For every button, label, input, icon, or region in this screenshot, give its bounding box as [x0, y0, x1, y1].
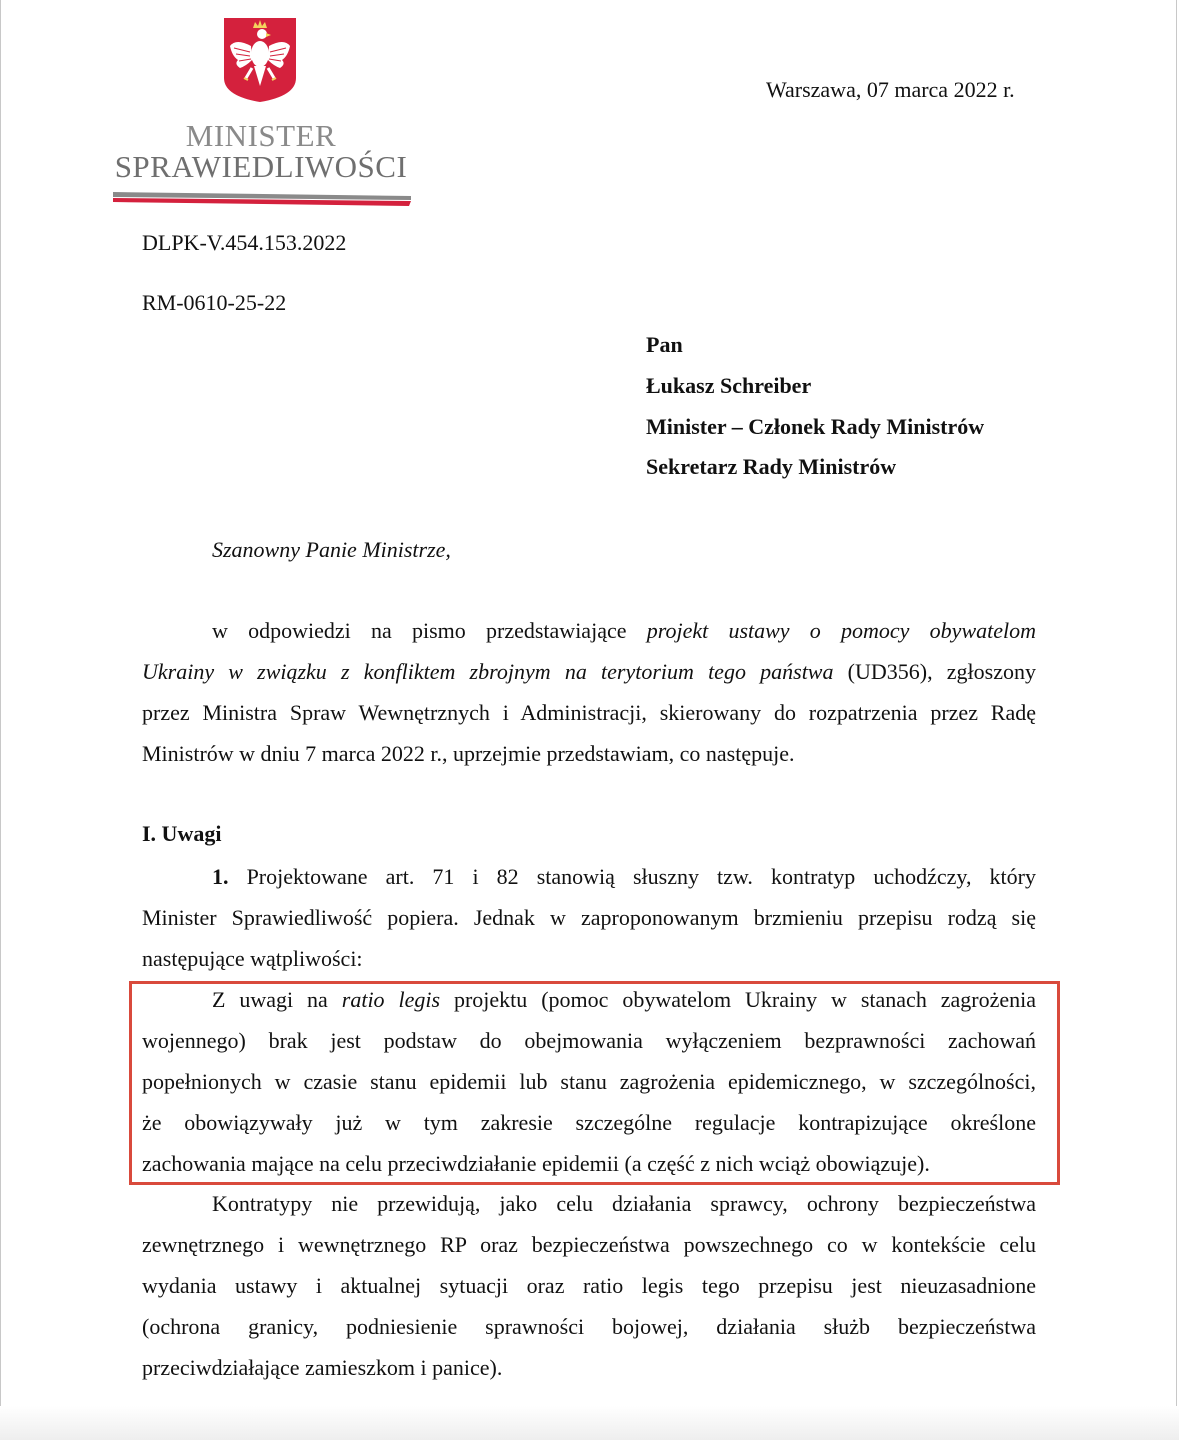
- final-line-4: (ochrona granicy, podniesienie sprawności bojowej, działania służb bezpieczeństwa: [142, 1314, 1036, 1339]
- highlighted-line-3: popełnionych w czasie stanu epidemii lub stanu zagrożenia epidemicznego, w szczególności,: [142, 1069, 1036, 1094]
- reference-number-2: RM-0610-25-22: [142, 290, 287, 315]
- intro-line-4: Ministrów w dniu 7 marca 2022 r., uprzejmie przedstawiam, co następuje.: [142, 741, 795, 766]
- logo-minister-text: MINISTER: [185, 118, 337, 153]
- highlighted-line-2: wojennego) brak jest podstaw do obejmowania wyłączeniem bezprawności zachowań: [142, 1028, 1036, 1053]
- place-date: Warszawa, 07 marca 2022 r.: [766, 77, 1015, 102]
- final-line-2: zewnętrznego i wewnętrznego RP oraz bezpieczeństwa powszechnego co w kontekście celu: [142, 1232, 1036, 1257]
- reference-number-1: DLPK-V.454.153.2022: [142, 230, 347, 255]
- addressee-name: Łukasz Schreiber: [646, 373, 812, 398]
- salutation: Szanowny Panie Ministrze,: [212, 537, 451, 562]
- point-1-line-2: Minister Sprawiedliwość popiera. Jednak w zaproponowanym brzmieniu przepisu rodzą się: [142, 905, 1036, 930]
- point-1-paragraph: [142, 856, 1036, 979]
- intro-paragraph: [142, 610, 1036, 774]
- point-1-line-1: 1. Projektowane art. 71 i 82 stanowią słuszny tzw. kontratyp uchodźczy, który: [212, 864, 1036, 889]
- highlight-box: [129, 981, 1060, 1185]
- addressee-title: Pan: [646, 332, 683, 357]
- page-bottom-edge: [0, 1406, 1179, 1440]
- logo-ministry-text: SPRAWIEDLIWOŚCI: [114, 149, 408, 184]
- highlighted-line-5: zachowania mające na celu przeciwdziałanie epidemii (a część z nich wciąż obowiązuje).: [142, 1151, 930, 1176]
- point-1-line-3: następujące wątpliwości:: [142, 946, 363, 971]
- addressee-role: Sekretarz Rady Ministrów: [646, 454, 897, 479]
- logo-stripe: [113, 188, 411, 208]
- final-line-1: Kontratypy nie przewidują, jako celu działania sprawcy, ochrony bezpieczeństwa: [212, 1191, 1036, 1216]
- polish-eagle-emblem: [222, 16, 298, 104]
- intro-line-3: przez Ministra Spraw Wewnętrznych i Administracji, skierowany do rozpatrzenia przez Radę: [142, 700, 1036, 725]
- intro-line-2: Ukrainy w związku z konfliktem zbrojnym na terytorium tego państwa (UD356), zgłoszony: [142, 659, 1036, 684]
- intro-line-1: w odpowiedzi na pismo przedstawiające projekt ustawy o pomocy obywatelom: [212, 618, 1036, 643]
- section-title: I. Uwagi: [142, 821, 222, 846]
- final-paragraph: [142, 1183, 1036, 1388]
- highlighted-line-1: Z uwagi na ratio legis projektu (pomoc obywatelom Ukrainy w stanach zagrożenia: [212, 987, 1037, 1012]
- final-line-3: wydania ustawy i aktualnej sytuacji oraz ratio legis tego przepisu jest nieuzasadnione: [142, 1273, 1036, 1298]
- addressee-position: Minister – Członek Rady Ministrów: [646, 414, 985, 439]
- highlighted-line-4: że obowiązywały już w tym zakresie szczególne regulacje kontrapizujące określone: [142, 1110, 1036, 1135]
- final-line-5: przeciwdziałające zamieszkom i panice).: [142, 1355, 503, 1380]
